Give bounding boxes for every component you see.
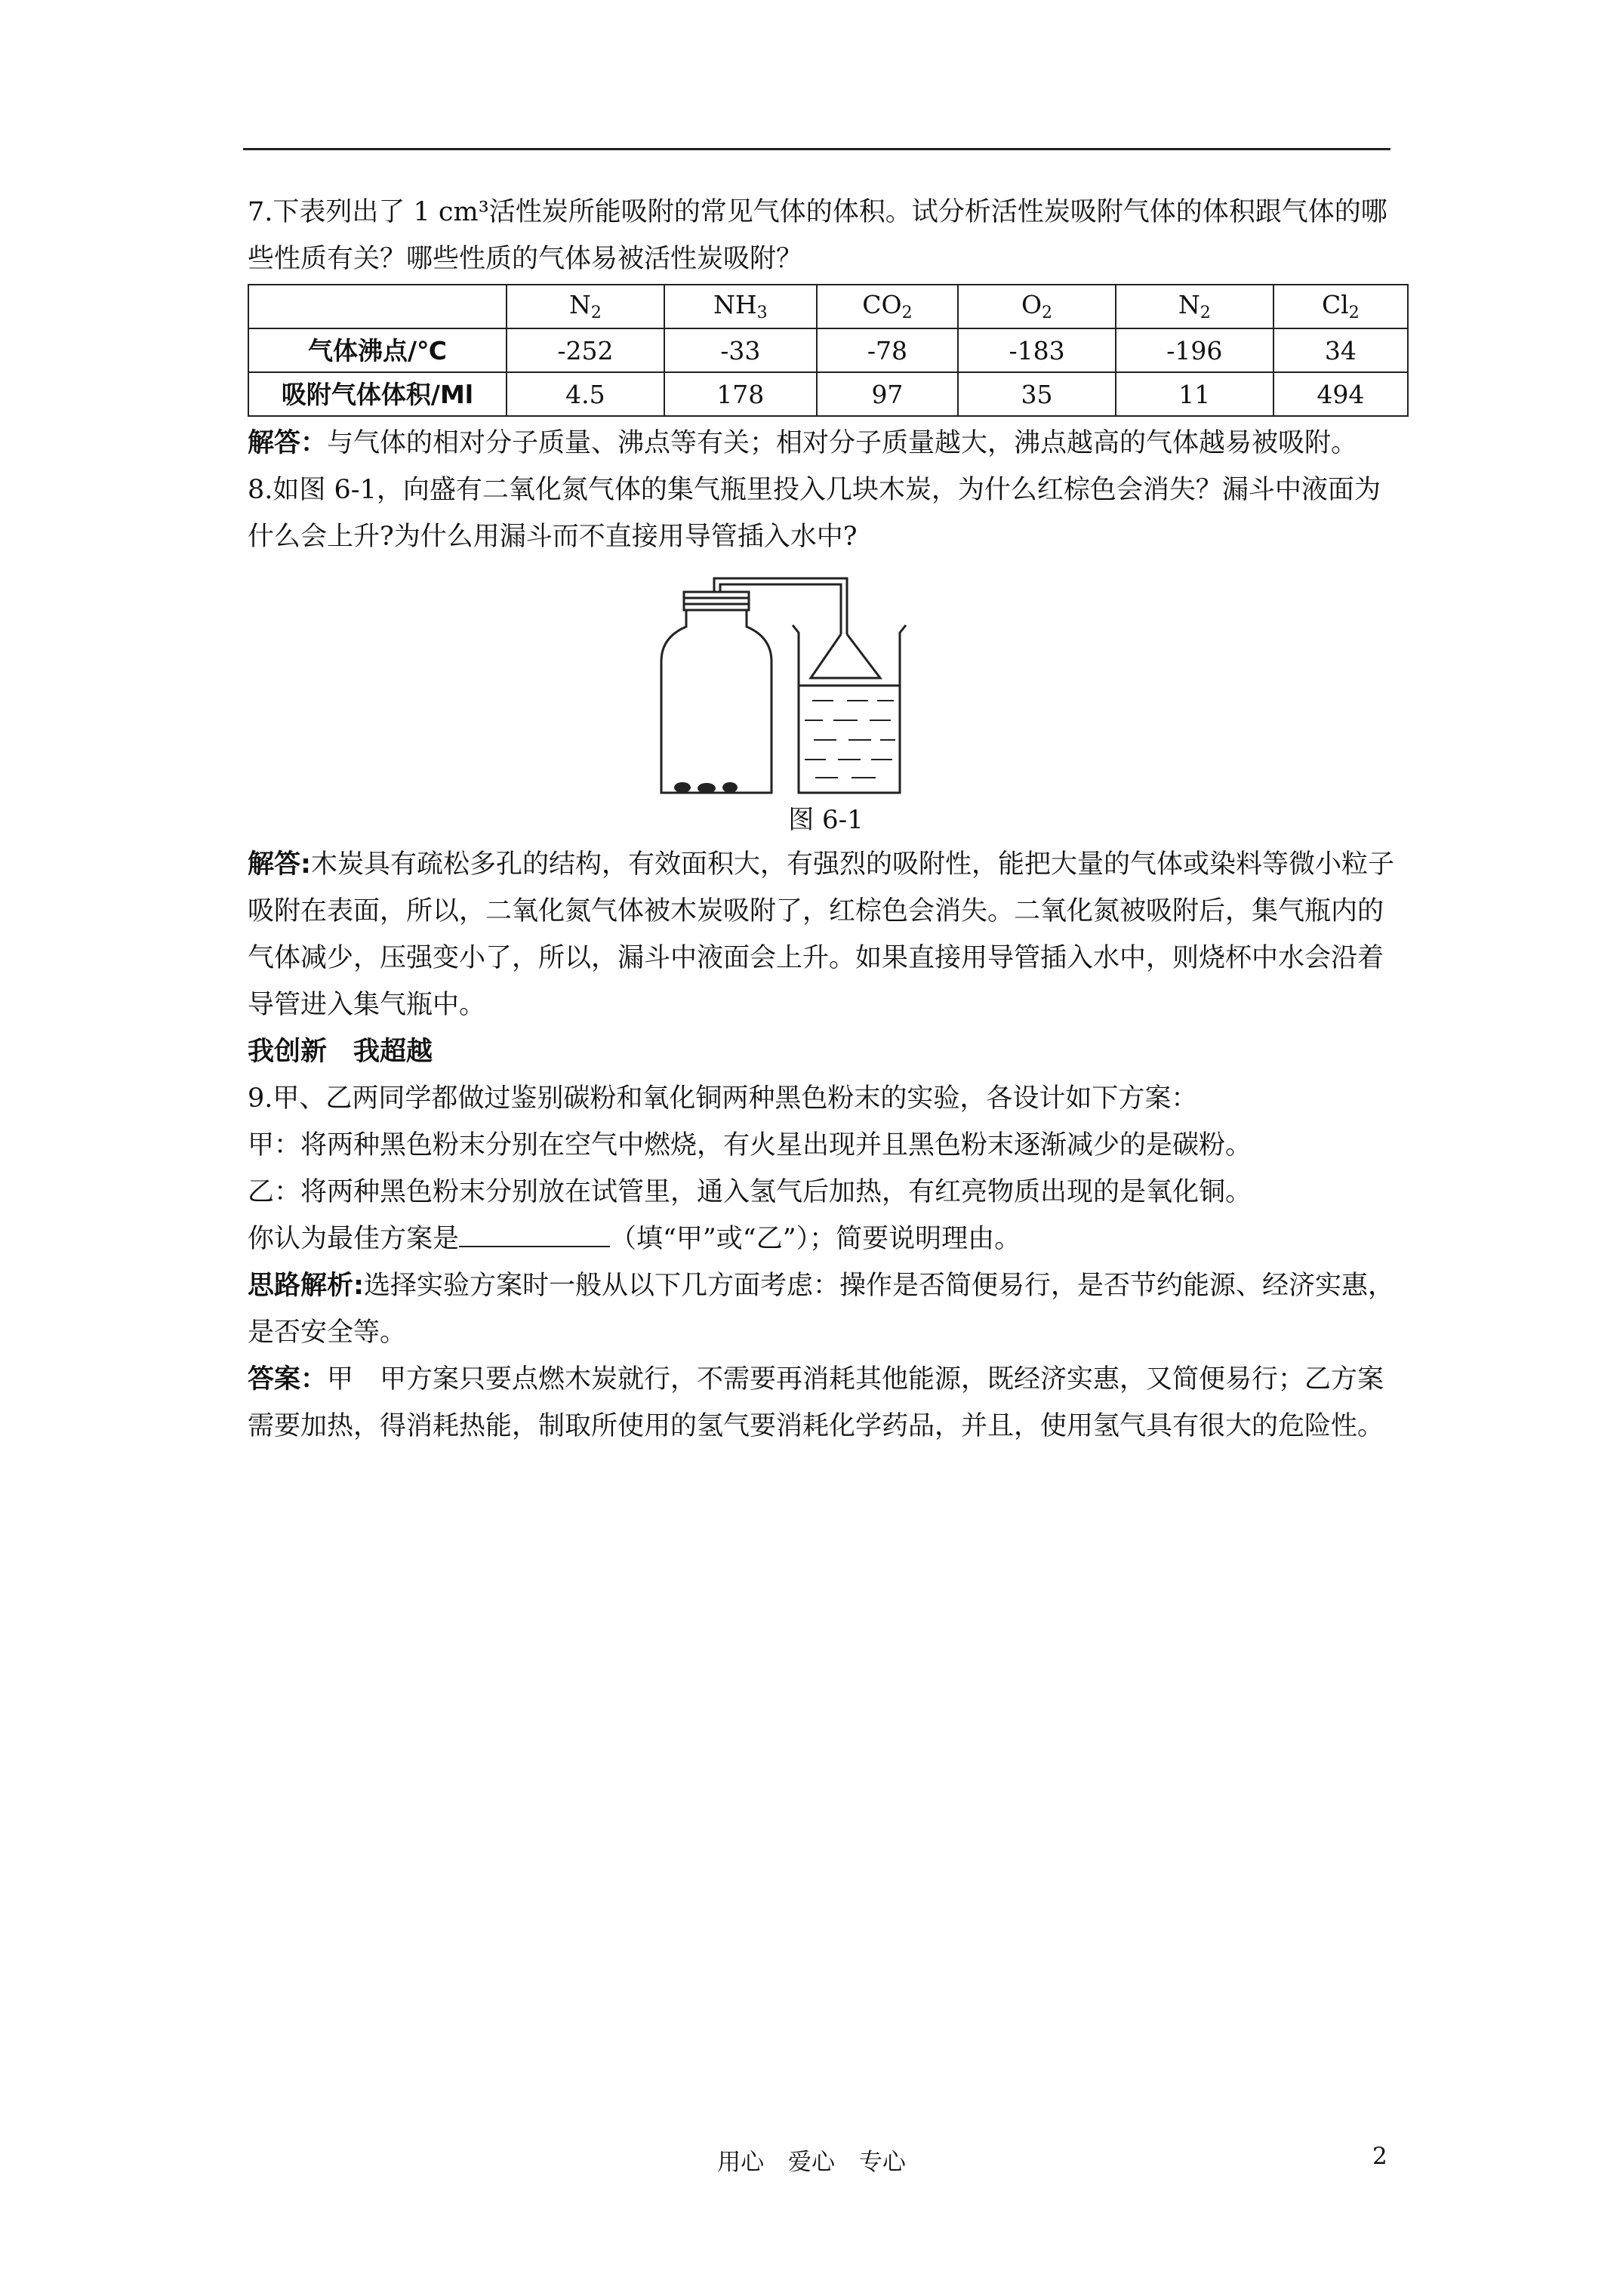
table-cell: 35 <box>958 372 1116 416</box>
q7-answer-label: 解答： <box>248 428 328 458</box>
table-cell: -196 <box>1116 328 1273 372</box>
q7-prompt: 7.下表列出了 1 cm³活性炭所能吸附的常见气体的体积。试分析活性炭吸附气体的体积跟气体的哪些性质有关？哪些性质的气体易被活性炭吸附？ <box>248 197 1387 274</box>
table-cell: 494 <box>1273 372 1408 416</box>
table-row-adsorbed-volume <box>248 372 1408 416</box>
bottle-stopper <box>684 592 749 610</box>
table-cell: 97 <box>817 372 958 416</box>
answer-blank <box>459 1223 610 1247</box>
table-corner-cell <box>248 285 507 328</box>
table-cell: 11 <box>1116 372 1273 416</box>
q8-prompt: 8.如图 6-1，向盛有二氧化氮气体的集气瓶里投入几块木炭，为什么红棕色会消失？漏斗中液面为什么会上升?为什么用漏斗而不直接用导管插入水中? <box>248 475 1381 552</box>
q8-answer-text: 木炭具有疏松多孔的结构，有效面积大，有强烈的吸附性，能把大量的气体或染料等微小粒子吸附在表面，所以，二氧化氮气体被木炭吸附了，红棕色会消失。二氧化氮被吸附后，集气瓶内的气体减少，压强变小了，所以，漏斗中液面会上升。如果直接用导管插入水中，则烧杯中水会沿着导管进入集气瓶中。 <box>248 849 1395 1020</box>
q7-answer-text: 与气体的相对分子质量、沸点等有关；相对分子质量越大，沸点越高的气体越易被吸附。 <box>327 428 1358 458</box>
table-cell: -252 <box>507 328 664 372</box>
charcoal-piece <box>698 783 716 794</box>
q9-answer <box>248 1356 1404 1450</box>
table-col-co2: $CO_2$ <box>817 285 958 328</box>
beaker-outline <box>793 625 906 793</box>
table-cell: 34 <box>1273 328 1408 372</box>
table-cell: -33 <box>664 328 817 372</box>
table-col-cl2: $Cl_2$ <box>1273 285 1408 328</box>
table-row-boiling-point <box>248 328 1408 372</box>
footer-motto: 用心 爱心 专心 <box>717 2149 906 2176</box>
q9-hint <box>248 1262 1404 1356</box>
q7-answer <box>248 420 1404 467</box>
table-header-row <box>248 285 1408 328</box>
q9-prompt: 9.甲、乙两同学都做过鉴别碳粉和氧化铜两种黑色粉末的实验，各设计如下方案： <box>248 1083 1198 1114</box>
table-col-n2: $N_2$ <box>507 285 664 328</box>
table-col-o2: $O_2$ <box>958 285 1116 328</box>
q9-fill-before: 你认为最佳方案是 <box>248 1224 460 1254</box>
q9-answer-label: 答案： <box>248 1364 328 1395</box>
page-number: 2 <box>1372 2143 1387 2170</box>
figure-caption: 图 6-1 <box>788 805 864 835</box>
apparatus-diagram <box>645 572 1007 799</box>
inverted-funnel <box>811 634 880 678</box>
q9-plan-a: 甲：将两种黑色粉末分别在空气中燃烧，有火星出现并且黑色粉末逐渐减少的是碳粉。 <box>248 1130 1252 1160</box>
q8-answer <box>248 841 1404 1028</box>
row-label-adsorbed-volume: 吸附气体体积/Ml <box>248 372 507 416</box>
q9-fill-in <box>248 1216 1404 1262</box>
q9-hint-text: 选择实验方案时一般从以下几方面考虑：操作是否简便易行，是否节约能源、经济实惠，是否安全等。 <box>248 1271 1395 1348</box>
figure-6-1 <box>248 572 1404 799</box>
charcoal-piece <box>674 782 691 793</box>
q8-answer-label: 解答: <box>248 849 311 880</box>
gas-bottle-outline <box>661 610 771 793</box>
section-title: 我创新 我超越 <box>248 1037 433 1067</box>
row-label-boiling-point: 气体沸点/℃ <box>248 328 507 372</box>
page-content <box>248 189 1404 1450</box>
header-rule <box>243 148 1390 150</box>
table-cell: -78 <box>817 328 958 372</box>
gas-adsorption-table <box>248 284 1409 417</box>
table-col-nh3: $NH_3$ <box>664 285 817 328</box>
charcoal-piece <box>722 782 738 793</box>
table-col-n2-second: $N_2$ <box>1116 285 1273 328</box>
table-cell: 178 <box>664 372 817 416</box>
table-cell: -183 <box>958 328 1116 372</box>
q9-answer-text: 甲 甲方案只要点燃木炭就行，不需要再消耗其他能源，既经济实惠，又简便易行；乙方案需要加热，得消耗热能，制取所使用的氢气要消耗化学药品，并且，使用氢气具有很大的危险性。 <box>248 1364 1384 1441</box>
table-cell: 4.5 <box>507 372 664 416</box>
q9-hint-label: 思路解析: <box>248 1271 364 1301</box>
q9-plan-b: 乙：将两种黑色粉末分别放在试管里，通入氢气后加热，有红亮物质出现的是氧化铜。 <box>248 1177 1252 1207</box>
q9-fill-after: （填“甲”或“乙”）；简要说明理由。 <box>610 1224 1021 1254</box>
